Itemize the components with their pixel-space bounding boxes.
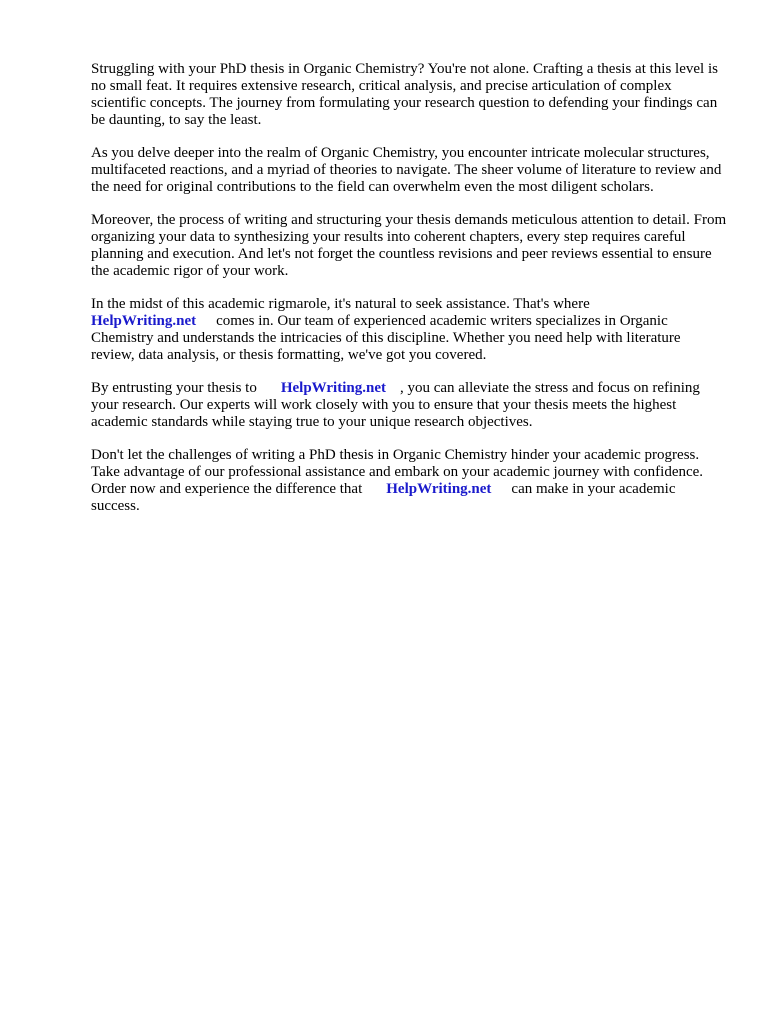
paragraph-entrust	[91, 380, 727, 431]
paragraph-closing-text-after: can make in your academic success.	[91, 481, 676, 514]
paragraph-assistance	[91, 296, 727, 364]
paragraph-process	[91, 212, 727, 280]
paragraph-closing-text-before: Don't let the challenges of writing a PhD thesis in Organic Chemistry hinder your academic progress. Take advantage of our professional assistance and embark on your academic journey with confidence. Order now and experience the difference that	[91, 447, 704, 497]
helpwriting-link[interactable]: HelpWriting.net	[91, 313, 197, 329]
paragraph-assistance-text-after: comes in. Our team of experienced academic writers specializes in Organic Chemistry and understands the intricacies of this discipline. Whether you need help with literature review, data analysis, or thesis formatting, we've got you covered.	[91, 313, 681, 363]
helpwriting-link[interactable]: HelpWriting.net	[280, 380, 386, 396]
paragraph-closing	[91, 447, 727, 515]
paragraph-entrust-text-after: , you can alleviate the stress and focus on refining your research. Our experts will work closely with you to ensure that your thesis meets the highest academic standards while staying true to your unique research objectives.	[91, 380, 700, 430]
paragraph-complexity-text: As you delve deeper into the realm of Organic Chemistry, you encounter intricate molecular structures, multifaceted reactions, and a myriad of theories to navigate. The sheer volume of literature to review and the need for original contributions to the field can overwhelm even the most diligent scholars.	[91, 145, 722, 195]
paragraph-complexity	[91, 145, 727, 196]
paragraph-process-text: Moreover, the process of writing and structuring your thesis demands meticulous attention to detail. From organizing your data to synthesizing your results into coherent chapters, every step requires careful planning and execution. And let's not forget the countless revisions and peer reviews essential to ensure the academic rigor of your work.	[91, 212, 727, 279]
paragraph-assistance-text-before: In the midst of this academic rigmarole, it's natural to seek assistance. That's where	[91, 296, 590, 312]
paragraph-entrust-text-before: By entrusting your thesis to	[91, 380, 257, 396]
helpwriting-link[interactable]: HelpWriting.net	[386, 481, 492, 497]
paragraph-intro-text: Struggling with your PhD thesis in Organic Chemistry? You're not alone. Crafting a thesis at this level is no small feat. It requires extensive research, critical analysis, and precise articulation of complex scientific concepts. The journey from formulating your research question to defending your findings can be daunting, to say the least.	[91, 61, 718, 128]
document-body	[91, 61, 727, 531]
paragraph-intro	[91, 61, 727, 129]
